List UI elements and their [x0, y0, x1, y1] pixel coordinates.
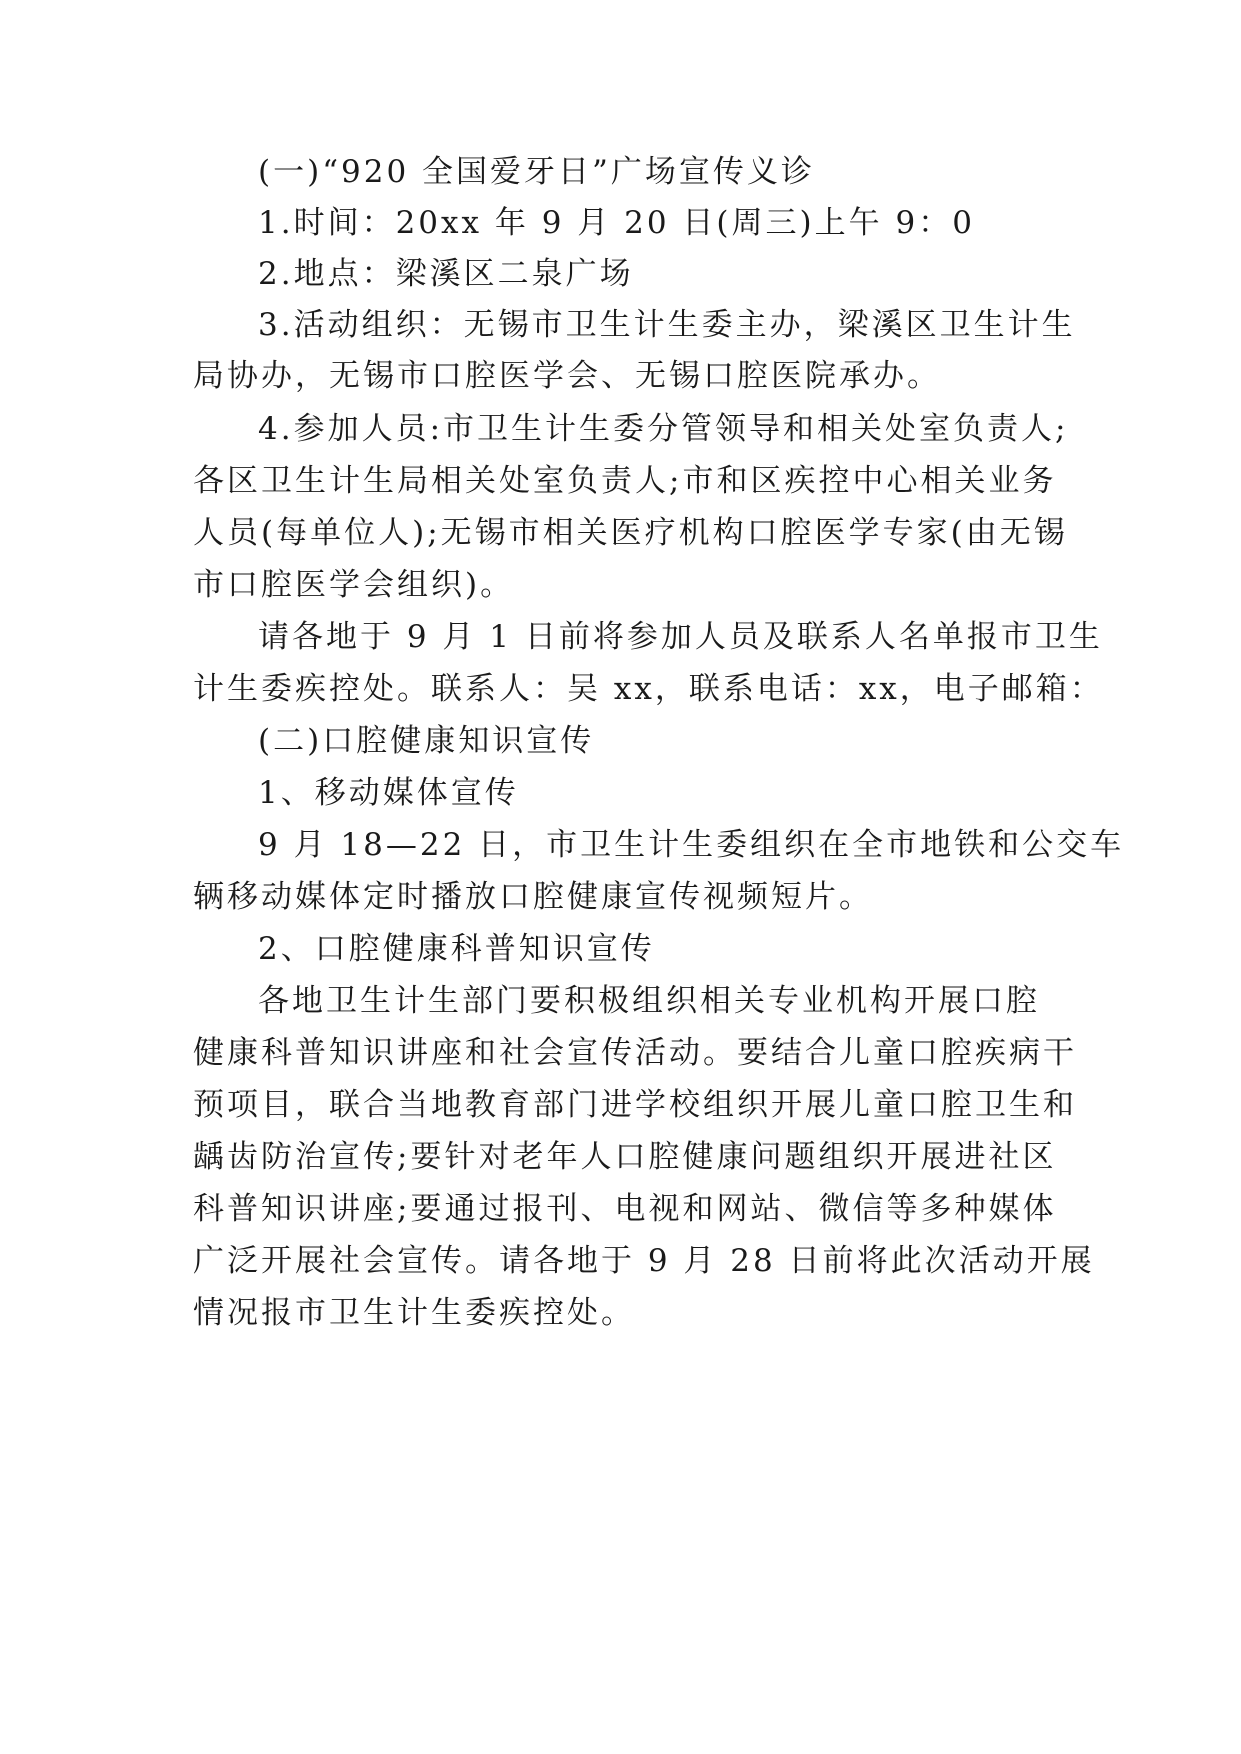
- submission-paragraph: 请各地于 9 月 1 日前将参加人员及联系人名单报市卫生: [258, 619, 1103, 655]
- organization-item-cont: 局协办，无锡市口腔医学会、无锡口腔医院承办。: [193, 358, 941, 394]
- science-paragraph-cont-1: 健康科普知识讲座和社会宣传活动。要结合儿童口腔疾病干: [193, 1035, 1077, 1071]
- participants-item-cont-1: 各区卫生计生局相关处室负责人;市和区疾控中心相关业务: [193, 463, 1057, 499]
- participants-item: 4.参加人员:市卫生计生委分管领导和相关处室负责人;: [258, 411, 1069, 447]
- science-paragraph-cont-2: 预项目，联合当地教育部门进学校组织开展儿童口腔卫生和: [193, 1087, 1077, 1123]
- mobile-media-paragraph-cont: 辆移动媒体定时播放口腔健康宣传视频短片。: [193, 879, 873, 915]
- science-paragraph-cont-5: 广泛开展社会宣传。请各地于 9 月 28 日前将此次活动开展: [193, 1243, 1095, 1279]
- mobile-media-paragraph: 9 月 18—22 日，市卫生计生委组织在全市地铁和公交车: [258, 827, 1125, 863]
- subheading-mobile-media: 1、移动媒体宣传: [258, 775, 519, 811]
- science-paragraph-cont-6: 情况报市卫生计生委疾控处。: [193, 1295, 635, 1331]
- science-paragraph-cont-4: 科普知识讲座;要通过报刊、电视和网站、微信等多种媒体: [193, 1191, 1057, 1227]
- participants-item-cont-2: 人员(每单位人);无锡市相关医疗机构口腔医学专家(由无锡: [193, 515, 1068, 551]
- science-paragraph: 各地卫生计生部门要积极组织相关专业机构开展口腔: [258, 983, 1040, 1019]
- location-item: 2.地点：梁溪区二泉广场: [258, 256, 634, 292]
- section-heading-1: (一)“920 全国爱牙日”广场宣传义诊: [258, 154, 815, 190]
- section-heading-2: (二)口腔健康知识宣传: [258, 723, 595, 759]
- organization-item: 3.活动组织：无锡市卫生计生委主办，梁溪区卫生计生: [258, 307, 1076, 343]
- science-paragraph-cont-3: 龋齿防治宣传;要针对老年人口腔健康问题组织开展进社区: [193, 1139, 1057, 1175]
- participants-item-cont-3: 市口腔医学会组织)。: [193, 567, 515, 603]
- subheading-science-popularization: 2、口腔健康科普知识宣传: [258, 931, 655, 967]
- submission-paragraph-cont: 计生委疾控处。联系人：吴 xx，联系电话：xx，电子邮箱：: [193, 671, 1104, 707]
- time-item: 1.时间：20xx 年 9 月 20 日(周三)上午 9：0: [258, 205, 975, 241]
